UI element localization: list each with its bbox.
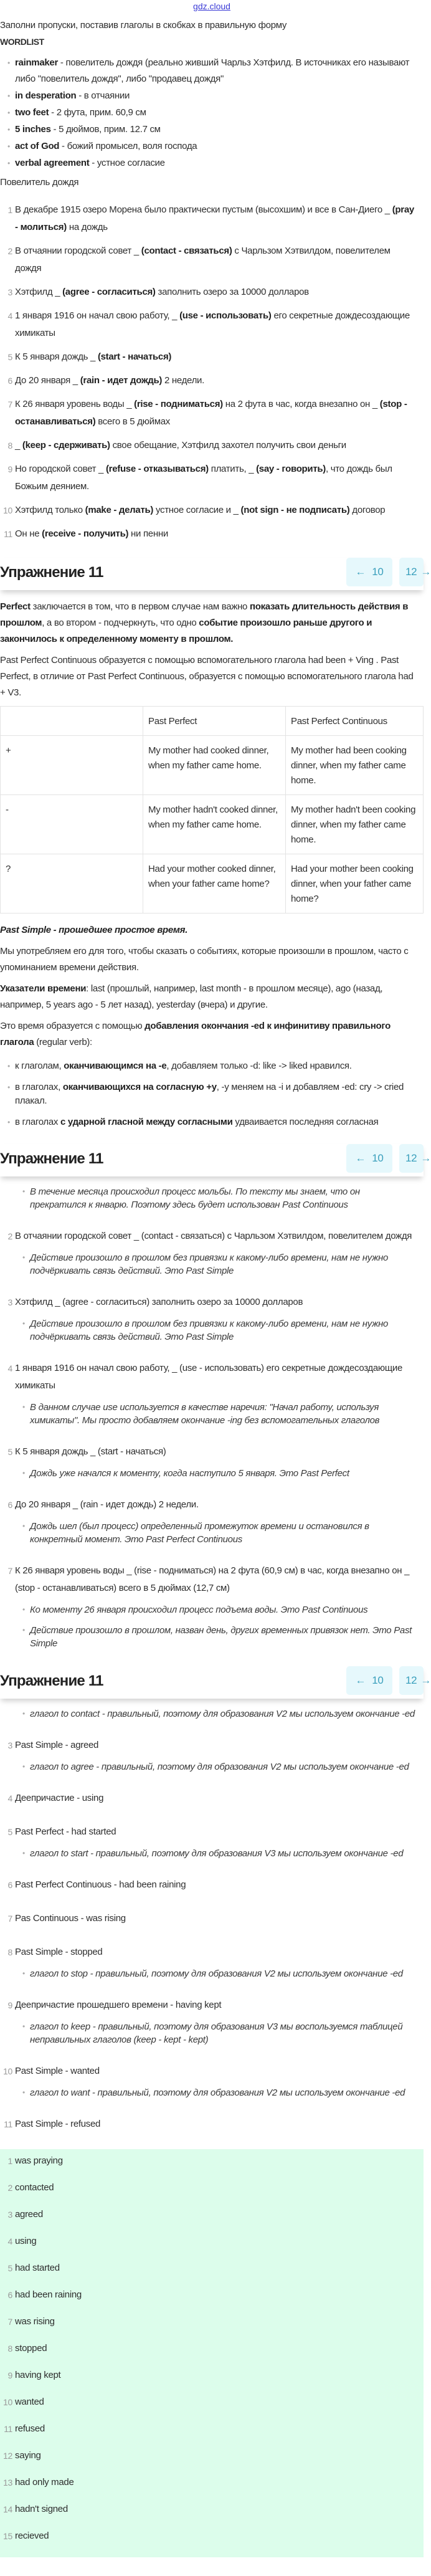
wordlist-item (0, 122, 424, 138)
theory-paragraph (0, 981, 424, 1013)
table-row (1, 795, 424, 854)
item-text (15, 351, 171, 362)
text-segment: Но городской совет _ (15, 464, 106, 474)
bold-text: событие произошло раньше другого и закончилось к определенному моменту в прошлом. (0, 618, 372, 644)
bold-text: Past Simple - прошедшее простое время. (0, 925, 188, 935)
text-segment: : last (прошлый, например, last month - в прошлом месяце), ago (назад, например, 5 years ago - 5 лет назад), yesterday (вчера) и другие. (0, 983, 383, 1010)
item-text: К 5 января дождь _ (start - начаться) (15, 1446, 166, 1457)
item-number: 11 (4, 2424, 12, 2434)
item-number: 4 (7, 1363, 12, 1373)
wordlist-term: in desperation (15, 90, 77, 101)
item-text: Past Simple - wanted (15, 2066, 100, 2076)
list-item (0, 1360, 424, 1395)
text-segment: всего в 5 дюймах (95, 416, 170, 427)
note: • глагол to keep - правильный, поэтому для образования V3 мы воспользуемся таблицей неправильных глаголов (keep - kept - kept) (0, 2020, 424, 2046)
list-item (0, 1823, 424, 1841)
answer-item (0, 2283, 424, 2310)
text-segment: платить, _ (208, 464, 257, 474)
item-number: 8 (7, 1947, 12, 1957)
bold-text: добавления окончания -ed к инфинитиву правильного глагола (0, 1021, 391, 1047)
table-cell: My mother hadn't cooked dinner, when my father came home. (143, 795, 286, 854)
task-item (0, 460, 424, 495)
note: • Дождь шел (был процесс) определенный промежуток времени и остановился в конкретный момент. Это Past Perfect Continuous (0, 1520, 424, 1546)
table-header-row (1, 707, 424, 736)
item-number: 5 (7, 1447, 12, 1457)
item-number: 7 (7, 2317, 12, 2327)
item-number: 4 (7, 311, 12, 321)
task-item (0, 348, 424, 366)
item-number: 9 (7, 2370, 12, 2380)
list-item (0, 1496, 424, 1514)
answer-text: contacted (15, 2182, 54, 2193)
item-text: Past Perfect Continuous - had been raining (15, 1879, 186, 1890)
item-text: 1 января 1916 он начал свою работу, _ (use - использовать) его секретные дождесоздающие химикаты (15, 1363, 403, 1391)
task-item (0, 242, 424, 277)
text-segment: В отчаянии городской совет _ (15, 246, 141, 256)
wordlist-term: verbal agreement (15, 158, 90, 168)
item-text: Pas Continuous - was rising (15, 1913, 126, 1924)
wordlist-item (0, 155, 424, 171)
notes-list (0, 1847, 424, 1860)
explanations-section (0, 1185, 424, 1650)
theory-paragraph (0, 599, 424, 647)
arrow-right-icon: → (420, 1674, 431, 1686)
item-text (15, 287, 309, 297)
item-text: Деепричастие - using (15, 1793, 104, 1803)
note: • глагол to want - правильный, поэтому для образования V2 мы используем окончание -ed (0, 2086, 424, 2099)
item-number: 3 (7, 1297, 12, 1307)
arrow-left-icon: ← (355, 1674, 366, 1686)
note: • Дождь уже начался к моменту, когда наступило 5 января. Это Past Perfect (0, 1467, 424, 1480)
answer-text: recieved (15, 2531, 49, 2541)
item-number: 2 (7, 246, 12, 256)
item-number: 7 (7, 1914, 12, 1924)
text-segment: в глаголах, (15, 1082, 63, 1092)
text-segment: на дождь (66, 222, 108, 232)
answer-text: had been raining (15, 2289, 82, 2300)
prev-exercise-button[interactable] (346, 558, 392, 586)
text-segment: его секретные дождесоздающие химикаты (15, 310, 410, 338)
wordlist-term: act of God (15, 141, 60, 151)
answer-item (0, 2337, 424, 2364)
exercise-title: Упражнение 11 (0, 564, 103, 581)
task-item (0, 502, 424, 519)
bold-text: (receive - получить) (42, 528, 129, 539)
list-item (0, 1876, 424, 1894)
text-segment: До 20 января _ (15, 375, 80, 386)
item-text (15, 310, 410, 338)
text-segment: Хэтфилд _ (15, 287, 63, 297)
task-item (0, 201, 424, 236)
note: • В данном случае use используется в качестве наречия: "Начал работу, используя химикаты". Мы просто добавляем окончание -ing без вспомогательных глаголов (0, 1401, 424, 1427)
list-item (0, 1294, 424, 1311)
answer-item (0, 2230, 424, 2256)
wordlist-definition: - устное согласие (89, 158, 165, 168)
rules-list (0, 1059, 424, 1129)
list-item (0, 2116, 424, 2133)
exercise-header (0, 1666, 431, 1699)
text-segment: К 5 января дождь _ (15, 351, 98, 362)
notes-list (0, 2086, 424, 2099)
item-text: В отчаянии городской совет _ (contact - связаться) с Чарльзом Хэтвилдом, повелителем дождя (15, 1231, 412, 1241)
item-text (15, 399, 407, 427)
table-cell: My mother hadn't been cooking dinner, when my father came home. (286, 795, 424, 854)
text-segment: свое обещание, Хэтфилд захотел получить свои деньги (110, 440, 346, 451)
note: • Действие произошло в прошлом без привязки к какому-либо времени, нам не нужно подчёркивать связь действий. Это Past Simple (0, 1317, 424, 1343)
table-cell: ? (1, 854, 143, 914)
answer-text: had started (15, 2263, 60, 2273)
item-number: 6 (7, 1500, 12, 1510)
item-text (15, 505, 385, 515)
text-segment: на 2 фута в час, когда внезапно он _ (222, 399, 380, 409)
item-text: Деепричастие прошедшего времени - having kept (15, 2000, 222, 2010)
item-number: 11 (4, 2119, 12, 2129)
answer-item (0, 2390, 424, 2417)
text-segment: в глаголах (15, 1117, 60, 1127)
list-item (0, 1790, 424, 1807)
theory-paragraph (0, 652, 424, 701)
item-text (15, 528, 168, 539)
notes-list (0, 1707, 424, 1720)
item-number: 4 (7, 1793, 12, 1803)
text-segment: с Чарльзом Хэтвилдом, повелителем дождя (15, 246, 391, 274)
item-number: 9 (7, 2000, 12, 2010)
notes-list (0, 1467, 424, 1480)
theory-paragraph (0, 943, 424, 976)
list-item (0, 1443, 424, 1461)
notes-list (0, 1520, 424, 1546)
note: • Действие произошло в прошлом, назван день, других временных привязок нет. Это Past Simple (0, 1624, 424, 1650)
notes-list (0, 1967, 424, 1980)
item-number: 6 (7, 2290, 12, 2300)
bold-text: Указатели времени (0, 983, 87, 994)
arrow-right-icon: → (420, 1152, 431, 1164)
text-segment: К 26 января уровень воды _ (15, 399, 135, 409)
table-cell: My mother had been cooking dinner, when my father came home. (286, 736, 424, 795)
text-segment: заполнить озеро за 10000 долларов (155, 287, 309, 297)
bold-text: Perfect (0, 601, 31, 612)
bold-text: (rain - идет дождь) (80, 375, 163, 386)
text-segment: устное согласие и _ (153, 505, 241, 515)
wordlist-term: rainmaker (15, 57, 59, 68)
text-segment: Он не (15, 528, 42, 539)
text-segment: 2 недели. (162, 375, 204, 386)
answer-text: was praying (15, 2155, 63, 2166)
exercise-title: Упражнение 11 (0, 1672, 103, 1689)
answer-item (0, 2444, 424, 2471)
bold-text: (rise - подниматься) (134, 399, 223, 409)
theory-paragraph (0, 1018, 424, 1051)
site-link[interactable]: gdz.cloud (193, 1, 230, 11)
item-number: 12 (3, 2451, 12, 2461)
item-number: 11 (4, 529, 12, 539)
wordlist-item (0, 55, 424, 87)
table-row (1, 854, 424, 914)
item-number: 13 (3, 2478, 12, 2488)
item-number: 14 (3, 2504, 12, 2514)
bold-text: оканчивающихся на согласную +y (62, 1082, 217, 1092)
item-text (15, 246, 391, 274)
theory-section (0, 599, 424, 1129)
item-text (15, 464, 392, 492)
prev-number: 10 (372, 1152, 384, 1164)
bold-text: показать длительность действия в прошлом (0, 601, 409, 628)
item-number: 9 (7, 464, 12, 474)
wordlist-definition: - в отчаянии (76, 90, 130, 101)
rule-item (0, 1080, 424, 1108)
bold-text: (refuse - отказываться) (105, 464, 209, 474)
item-number: 6 (7, 376, 12, 386)
item-number: 8 (7, 441, 12, 451)
task-item (0, 372, 424, 389)
text-segment: заключается в том, что в первом случае нам важно (30, 601, 250, 612)
answer-text: having kept (15, 2370, 61, 2380)
wordlist-item (0, 138, 424, 155)
item-number: 7 (7, 399, 12, 409)
exercise-header (0, 1144, 431, 1176)
text-segment: удваивается последняя согласная (232, 1117, 379, 1127)
table-cell: + (1, 736, 143, 795)
list-item (0, 1737, 424, 1754)
note: • глагол to stop - правильный, поэтому для образования V2 мы используем окончание -ed (0, 1967, 424, 1980)
item-number: 5 (7, 1827, 12, 1837)
answer-item (0, 2417, 424, 2444)
notes-list (0, 1185, 424, 1211)
list-item (0, 2063, 424, 2080)
item-number: 5 (7, 2263, 12, 2273)
task-instruction: Заполни пропуски, поставив глаголы в скобках в правильную форму (0, 20, 287, 31)
bold-text: (start - начаться) (97, 351, 172, 362)
item-text: Past Perfect - had started (15, 1826, 116, 1837)
wordlist-definition: - повелитель дождя (реально живший Чарльз Хэтфилд. В источниках его называют либо "повелитель дождя", либо "продавец дождя" (15, 57, 410, 84)
item-number: 8 (7, 2344, 12, 2354)
answer-text: agreed (15, 2209, 43, 2220)
item-text: Past Simple - stopped (15, 1947, 103, 1957)
table-header-cell (1, 707, 143, 736)
text-segment: к глаголам, (15, 1061, 64, 1071)
note: • Действие произошло в прошлом без привязки к какому-либо времени, нам не нужно подчёркивать связь действий. Это Past Simple (0, 1251, 424, 1277)
bold-text: (contact - связаться) (141, 246, 232, 256)
task-items (0, 201, 424, 543)
answer-text: wanted (15, 2397, 44, 2407)
text-segment: (regular verb): (34, 1037, 92, 1047)
wordlist-definition: - 2 фута, прим. 60,9 см (49, 107, 146, 118)
next-number: 12 (405, 566, 417, 578)
notes-list (0, 1760, 424, 1773)
answer-item (0, 2524, 424, 2551)
answer-item (0, 2364, 424, 2390)
arrow-left-icon: ← (355, 1152, 366, 1164)
item-text: Past Simple - refused (15, 2119, 101, 2129)
item-text: До 20 января _ (rain - идет дождь) 2 недели. (15, 1499, 199, 1510)
item-number: 5 (7, 352, 12, 362)
wordlist-item (0, 88, 424, 104)
note: • Ко моменту 26 января происходил процесс подъема воды. Это Past Continuous (0, 1603, 424, 1616)
item-number: 3 (7, 1740, 12, 1750)
wordlist-term: two feet (15, 107, 49, 118)
exercise-title: Упражнение 11 (0, 1150, 103, 1167)
bold-text: (keep - сдерживать) (22, 440, 110, 451)
list-item (0, 1562, 424, 1597)
notes-list (0, 1603, 424, 1650)
theory-subtitle (0, 922, 424, 938)
item-number: 4 (7, 2236, 12, 2246)
answer-text: had only made (15, 2477, 74, 2488)
answer-text: hadn't signed (15, 2504, 68, 2514)
answer-item (0, 2310, 424, 2337)
note: • глагол to start - правильный, поэтому для образования V3 мы используем окончание -ed (0, 1847, 424, 1860)
tense-comparison-table (0, 706, 424, 914)
text-segment: , добавляем только -d: like -> liked нравился. (166, 1061, 352, 1071)
text-segment: договор (349, 505, 386, 515)
text-segment: 1 января 1916 он начал свою работу, _ (15, 310, 180, 321)
item-text (15, 204, 414, 232)
bold-text: (make - делать) (85, 505, 154, 515)
text-segment: ни пенни (128, 528, 168, 539)
arrow-left-icon: ← (355, 566, 366, 578)
text-segment: Мы употребляем его для того, чтобы сказать о событиях, которые произошли в прошлом, часто с упоминанием времени действия. (0, 946, 409, 973)
next-exercise-button[interactable] (399, 558, 431, 586)
prev-number: 10 (372, 566, 384, 578)
item-text (15, 375, 204, 386)
text-segment: , а во втором - подчеркнуть, что одно (42, 618, 199, 628)
prev-exercise-button[interactable] (346, 1666, 392, 1695)
table-header-cell: Past Perfect Continuous (286, 707, 424, 736)
notes-list (0, 1401, 424, 1427)
text-segment: _ (15, 440, 22, 451)
item-number: 1 (7, 205, 12, 215)
answer-item (0, 2471, 424, 2497)
list-item (0, 1910, 424, 1927)
next-number: 12 (405, 1674, 417, 1686)
item-number: 1 (7, 2156, 12, 2166)
answer-text: using (15, 2236, 37, 2246)
bold-text: (agree - согласиться) (62, 287, 156, 297)
bold-text: (pray - молиться) (15, 204, 414, 232)
text-segment: В декабре 1915 озеро Морена было практически пустым (высохшим) и все в Сан-Диего _ (15, 204, 392, 215)
wordlist-definition: - 5 дюймов, прим. 12.7 см (50, 124, 161, 135)
answer-item (0, 2497, 424, 2524)
task-item (0, 525, 424, 543)
item-text: Хэтфилд _ (agree - согласиться) заполнить озеро за 10000 долларов (15, 1297, 303, 1307)
wordlist-term: 5 inches (15, 124, 51, 135)
bold-text: (use - использовать) (179, 310, 272, 321)
list-item (0, 1996, 424, 2014)
next-exercise-button[interactable] (399, 1666, 431, 1695)
text-segment: Хэтфилд только (15, 505, 85, 515)
notes-list (0, 1251, 424, 1277)
answer-text: refused (15, 2423, 45, 2434)
answer-text: saying (15, 2450, 41, 2461)
note: • В течение месяца происходил процесс мольбы. По тексту мы знаем, что он прекратился к январю. Поэтому здесь будет использован Past Continuous (0, 1185, 424, 1211)
notes-list (0, 1317, 424, 1343)
wordlist-definition: - божий промысел, воля господа (59, 141, 197, 151)
task-item (0, 437, 424, 454)
list-item (0, 1944, 424, 1961)
item-text (15, 440, 346, 451)
task-item (0, 307, 424, 342)
rule-item (0, 1115, 424, 1129)
text-segment: Это время образуется с помощью (0, 1021, 145, 1031)
answer-item (0, 2256, 424, 2283)
item-number: 2 (7, 2183, 12, 2193)
item-number: 10 (3, 2066, 12, 2076)
bold-text: с ударной гласной между согласными (60, 1117, 233, 1127)
exercise-header (0, 558, 431, 590)
prev-exercise-button[interactable] (346, 1144, 392, 1173)
item-number: 2 (7, 1231, 12, 1241)
text-segment: Past Perfect Continuous образуется с помощью вспомогательного глагола had been + Ving . Past Perfect, в отличие от Past Perfect Continuous, образуется с помощью вспомогательного глагола had + V3. (0, 655, 414, 698)
answer-text: stopped (15, 2343, 47, 2354)
answer-text: was rising (15, 2316, 55, 2327)
text-segment: , -y меняем на -i и добавляем -ed: cry -> cried плакал. (15, 1082, 404, 1106)
bold-text: (say - говорить) (256, 464, 326, 474)
table-cell: Had your mother been cooking dinner, when your father came home? (286, 854, 424, 914)
note: • глагол to agree - правильный, поэтому для образования V2 мы используем окончание -ed (0, 1760, 424, 1773)
task-item (0, 284, 424, 301)
answer-item (0, 2149, 424, 2176)
item-number: 3 (7, 2210, 12, 2220)
bold-text: (not sign - не подписать) (240, 505, 350, 515)
table-header-cell: Past Perfect (143, 707, 286, 736)
table-cell: - (1, 795, 143, 854)
answers-block (0, 2149, 424, 2557)
item-number: 10 (3, 505, 12, 515)
answer-item (0, 2176, 424, 2203)
next-number: 12 (405, 1152, 417, 1164)
table-cell: Had your mother cooked dinner, when your father came home? (143, 854, 286, 914)
solutions-section (0, 1707, 424, 2133)
arrow-right-icon: → (420, 566, 431, 578)
task-item (0, 396, 424, 431)
bold-text: оканчивающимся на -e (64, 1061, 167, 1071)
story-title: Повелитель дождя (0, 177, 79, 188)
notes-list (0, 2020, 424, 2046)
prev-number: 10 (372, 1674, 384, 1686)
wordlist (0, 55, 424, 171)
item-number: 15 (3, 2531, 12, 2541)
text-segment: , что дождь был Божьим деянием. (15, 464, 392, 492)
note: • глагол to contact - правильный, поэтому для образования V2 мы используем окончание -ed (0, 1707, 424, 1720)
table-row (1, 736, 424, 795)
rule-item (0, 1059, 424, 1073)
item-text: К 26 января уровень воды _ (rise - подниматься) на 2 фута (60,9 см) в час, когда внезапно он _ (stop - останавливаться) всего в 5 дюймах (12,7 см) (15, 1565, 410, 1593)
item-number: 3 (7, 287, 12, 297)
item-number: 7 (7, 1566, 12, 1576)
bold-text: (stop - останавливаться) (15, 399, 407, 427)
next-exercise-button[interactable] (399, 1144, 431, 1173)
list-item (0, 1228, 424, 1245)
item-number: 10 (3, 2397, 12, 2407)
item-text: Past Simple - agreed (15, 1740, 99, 1750)
answer-item (0, 2203, 424, 2230)
table-cell: My mother had cooked dinner, when my father came home. (143, 736, 286, 795)
wordlist-item (0, 105, 424, 121)
wordlist-title: WORDLIST (0, 37, 44, 47)
item-number: 6 (7, 1880, 12, 1890)
